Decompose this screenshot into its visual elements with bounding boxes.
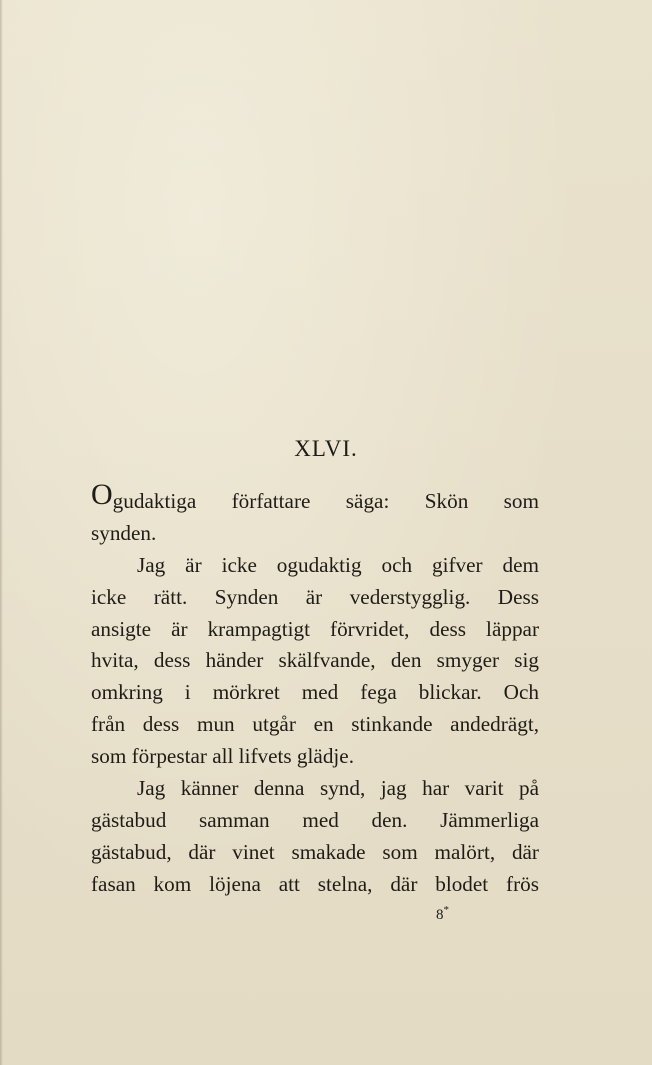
text-line: gästabud samman med den. Jämmerliga xyxy=(91,807,539,832)
text-line: synden. xyxy=(91,520,157,545)
text-line: gästabud, där vinet smakade som malört, där xyxy=(91,839,539,864)
signature-mark xyxy=(436,904,449,924)
text-line: som förpestar all lifvets glädje. xyxy=(91,744,355,769)
text-line: ansigte är krampagtigt förvridet, dess läppar xyxy=(91,616,539,641)
text-line-content: gudaktiga författare säga: Skön som xyxy=(112,489,539,513)
text-line: Jag känner denna synd, jag har varit på xyxy=(137,776,539,801)
chapter-body xyxy=(91,478,539,901)
text-line xyxy=(91,478,539,518)
page-edge-shadow xyxy=(0,0,3,1065)
text-line: hvita, dess händer skälfvande, den smyger sig xyxy=(91,648,539,673)
dropcap-letter: O xyxy=(91,478,113,511)
signature-number: 8 xyxy=(436,907,444,923)
text-line: Jag är icke ogudaktig och gifver dem xyxy=(137,552,539,577)
text-line: icke rätt. Synden är vederstygglig. Dess xyxy=(91,584,539,609)
text-line: fasan kom löjena att stelna, där blodet frös xyxy=(91,871,539,896)
text-line: omkring i mörkret med fega blickar. Och xyxy=(91,680,539,705)
chapter-heading: XLVI. xyxy=(294,436,358,461)
signature-star: * xyxy=(443,904,449,916)
text-line: från dess mun utgår en stinkande andedrägt, xyxy=(91,712,539,737)
